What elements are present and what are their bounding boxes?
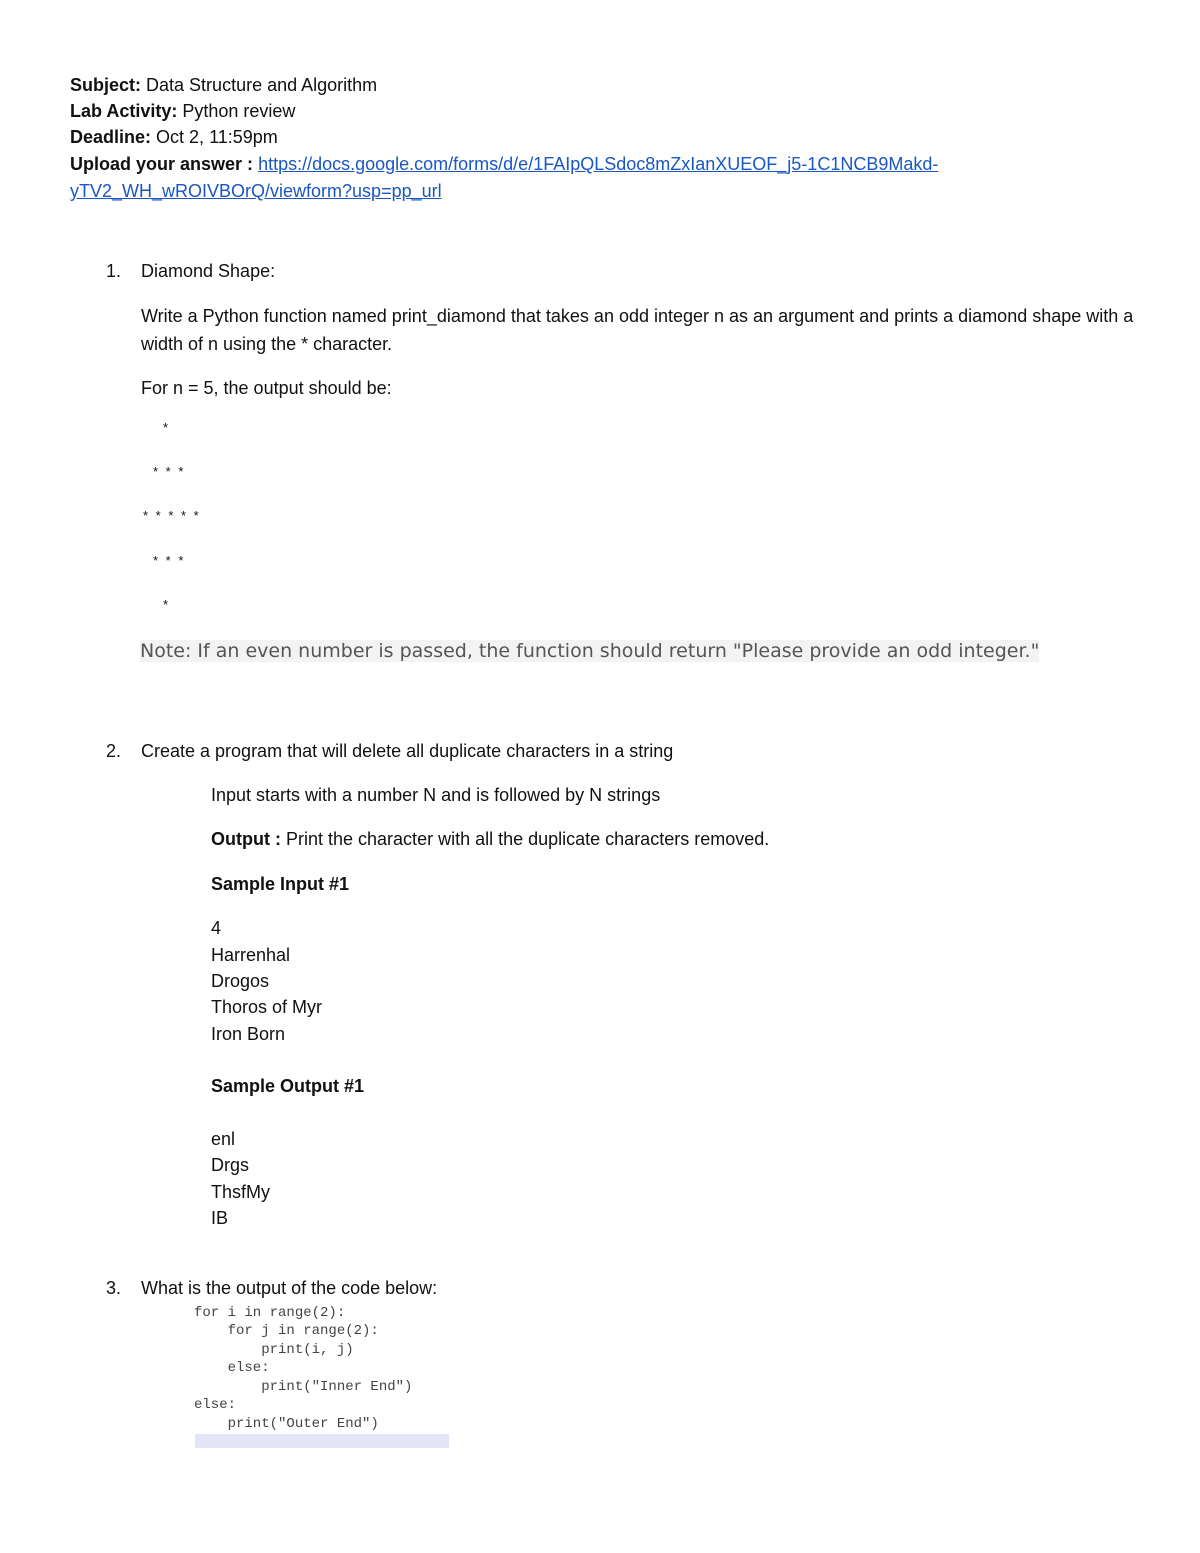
lab-activity-label: Lab Activity: xyxy=(70,101,178,121)
sample-input-heading: Sample Input #1 xyxy=(211,874,350,894)
code-line-5: print("Inner End") xyxy=(194,1379,413,1395)
upload-link-part2[interactable]: yTV2_WH_wROIVBOrQ/viewform?usp=pp_url xyxy=(70,181,442,201)
sample-input-line-4: Thoros of Myr xyxy=(211,997,323,1017)
diamond-row-3: * * * * * xyxy=(143,508,201,523)
q2-number: 2. xyxy=(106,741,122,761)
q1-description: Write a Python function named print_diamond that takes an odd integer n as an argument and prints a diamond shape with a width of n using the * character. xyxy=(141,306,1134,354)
code-line-6: else: xyxy=(194,1397,237,1413)
sample-output-line-4: IB xyxy=(211,1208,229,1228)
upload-label: Upload your answer : xyxy=(70,154,254,174)
upload-link-part1[interactable]: https://docs.google.com/forms/d/e/1FAIpQLSdoc8mZxIanXUEOF_j5-1C1NCB9Makd- xyxy=(258,154,939,174)
q2-input-description: Input starts with a number N and is followed by N strings xyxy=(211,785,661,805)
deadline-value: Oct 2, 11:59pm xyxy=(156,127,278,147)
diamond-row-4: * * * xyxy=(153,553,186,568)
q1-note-text: Note: If an even number is passed, the function should return "Please provide an odd integer." xyxy=(140,640,1040,662)
code-line-3: print(i, j) xyxy=(194,1342,354,1358)
sample-input-line-2: Harrenhal xyxy=(211,945,291,965)
q2-output-label: Output : xyxy=(211,829,281,849)
sample-input-line-5: Iron Born xyxy=(211,1024,286,1044)
diamond-row-5: * xyxy=(163,597,171,612)
code-line-2: for j in range(2): xyxy=(194,1323,379,1339)
q2-output-description: Print the character with all the duplicate characters removed. xyxy=(286,829,770,849)
q1-example-intro: For n = 5, the output should be: xyxy=(141,378,392,398)
q1-title: Diamond Shape: xyxy=(141,261,276,281)
q1-number: 1. xyxy=(106,261,122,281)
upload-line xyxy=(70,151,938,177)
code-line-1: for i in range(2): xyxy=(194,1305,346,1321)
diamond-row-2: * * * xyxy=(153,464,186,479)
subject-label: Subject: xyxy=(70,75,142,95)
sample-output-line-2: Drgs xyxy=(211,1155,250,1175)
upload-link-continuation xyxy=(70,178,442,204)
deadline-label: Deadline: xyxy=(70,127,152,147)
sample-input-line-3: Drogos xyxy=(211,971,270,991)
subject-value: Data Structure and Algorithm xyxy=(146,75,378,95)
q3-title: What is the output of the code below: xyxy=(141,1278,438,1298)
sample-input-line-1: 4 xyxy=(211,918,222,938)
code-highlight-bar xyxy=(195,1434,449,1448)
lab-activity-line xyxy=(70,98,295,124)
subject-line xyxy=(70,72,377,98)
q2-title: Create a program that will delete all duplicate characters in a string xyxy=(141,741,674,761)
q1-note xyxy=(140,638,1100,665)
code-line-7: print("Outer End") xyxy=(194,1416,379,1432)
sample-output-heading: Sample Output #1 xyxy=(211,1076,365,1096)
deadline-line xyxy=(70,124,278,150)
q2-output-line xyxy=(211,826,769,852)
sample-output-line-3: ThsfMy xyxy=(211,1182,271,1202)
code-line-4: else: xyxy=(194,1360,270,1376)
q3-number: 3. xyxy=(106,1278,122,1298)
sample-output-line-1: enl xyxy=(211,1129,236,1149)
diamond-row-1: * xyxy=(163,420,171,435)
lab-activity-value: Python review xyxy=(182,101,296,121)
